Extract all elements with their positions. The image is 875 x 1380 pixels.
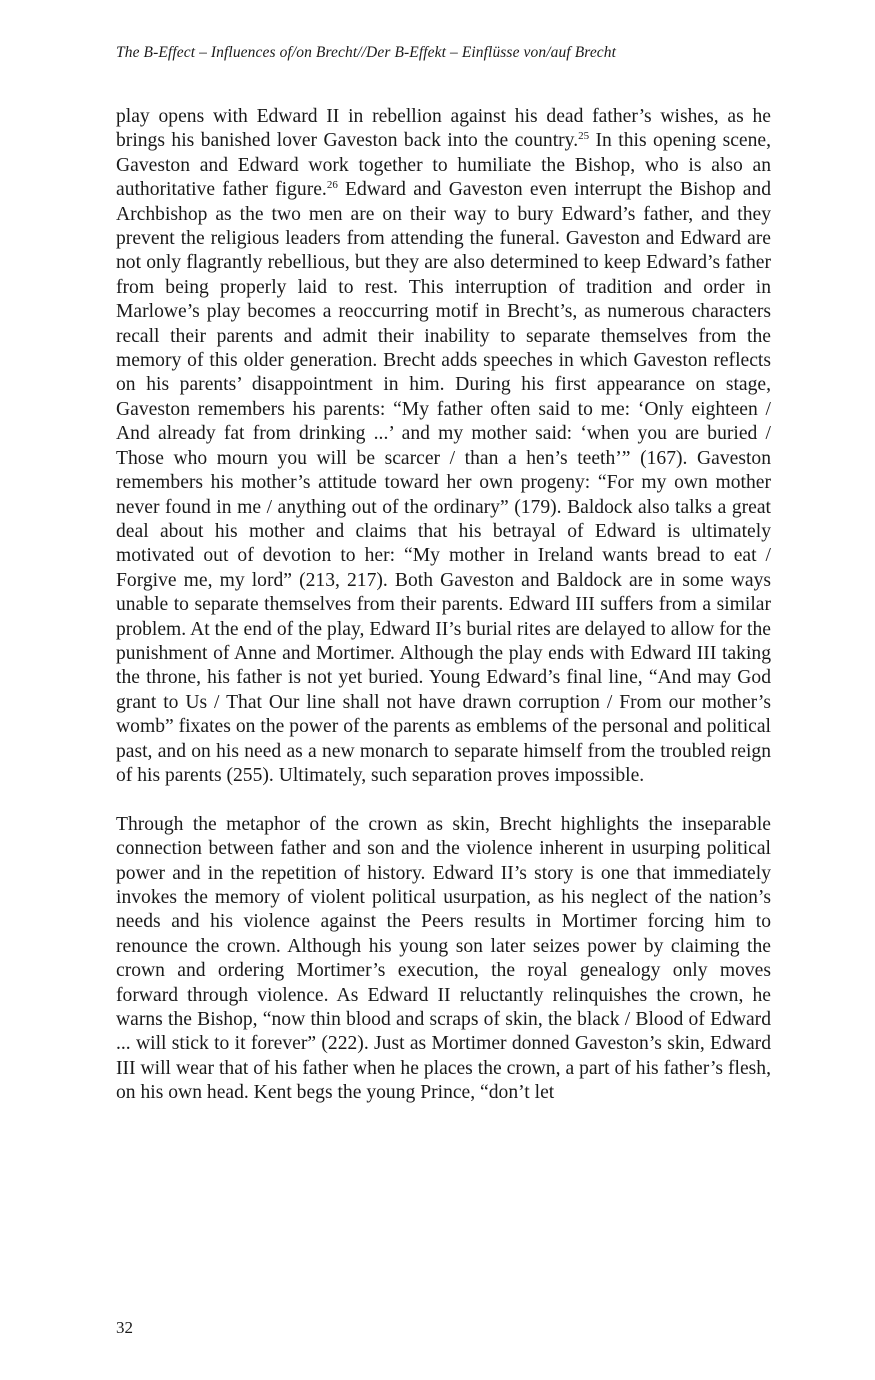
paragraph-text: In this opening scene, Gaveston and Edward work together to humiliate the Bishop, who is also an authoritative father figure. <box>116 130 771 201</box>
body-text <box>116 105 771 1106</box>
footnote-marker: 25 <box>578 130 590 143</box>
page-number: 32 <box>116 1318 133 1337</box>
footnote-marker: 26 <box>326 179 338 192</box>
paragraph-text: play opens with Edward II in rebellion against his dead father’s wishes, as he brings his banished lover Gaveston back into the country. <box>116 106 771 152</box>
paragraph: Through the metaphor of the crown as skin, Brecht highlights the inseparable connection between father and son and the violence inherent in usurping political power and in the repetition of history. Edward II’s story is one that immediately invokes the memory of violent political usurpation, as his neglect of the nation’s needs and his violence against the Peers results in Mortimer forcing him to renounce the crown. Although his young son later seizes power by claiming the crown and ordering Mortimer’s execution, the royal genealogy only moves forward through violence. As Edward II reluctantly relinquishes the crown, he warns the Bishop, “now thin blood and scraps of skin, the black / Blood of Edward ... will stick to it forever” (222). Just as Mortimer donned Gaveston’s skin, Edward III will wear that of his father when he places the crown, a part of his father’s flesh, on his own head. Kent begs the young Prince, “don’t let <box>116 813 771 1104</box>
paragraph-text: Edward and Gaveston even interrupt the Bishop and Archbishop as the two men are on their way to bury Edward’s father, and they prevent the religious leaders from attending the funeral. Gaveston and Edward are not only flagrantly rebellious, but they are also determined to keep Edward’s father from being properly laid to rest. This interruption of tradition and order in Marlowe’s play becomes a reoccurring motif in Brecht’s, as numerous characters recall their parents and admit their inability to separate themselves from the memory of this older generation. Brecht adds speeches in which Gaveston reflects on his parents’ disappointment in him. During his first appearance on stage, Gaveston remembers his parents: “My father often said to me: ‘Only eighteen / And already fat from drinking ...’ and my mother said: ‘when you are buried / Those who mourn you will be scarcer / than a hen’s teeth’” (167). Gaveston remembers his mother’s attitude toward her own progeny: “For my own mother never found in me / anything out of the ordinary” (179). Baldock also talks a great deal about his mother and claims that his betrayal of Edward is ultimately motivated out of devotion to her: “My mother in Ireland wants bread to eat / Forgive me, my lord” (213, 217). Both Gaveston and Baldock are in some ways unable to separate themselves from their parents. Edward III suffers from a similar problem. At the end of the play, Edward II’s burial rites are delayed to allow for the punishment of Anne and Mortimer. Although the play ends with Edward III taking the throne, his father is not yet buried. Young Edward’s final line, “And may God grant to Us / That Our line shall not have drawn corruption / From our mother’s womb” fixates on the power of the parents as emblems of the personal and political past, and on his need as a new monarch to separate himself from the troubled reign of his parents (255). Ultimately, such separation proves impossible. <box>116 179 771 786</box>
running-head: The B-Effect – Influences of/on Brecht//Der B-Effekt – Einflüsse von/auf Brecht <box>116 44 617 61</box>
paragraph <box>116 105 771 788</box>
